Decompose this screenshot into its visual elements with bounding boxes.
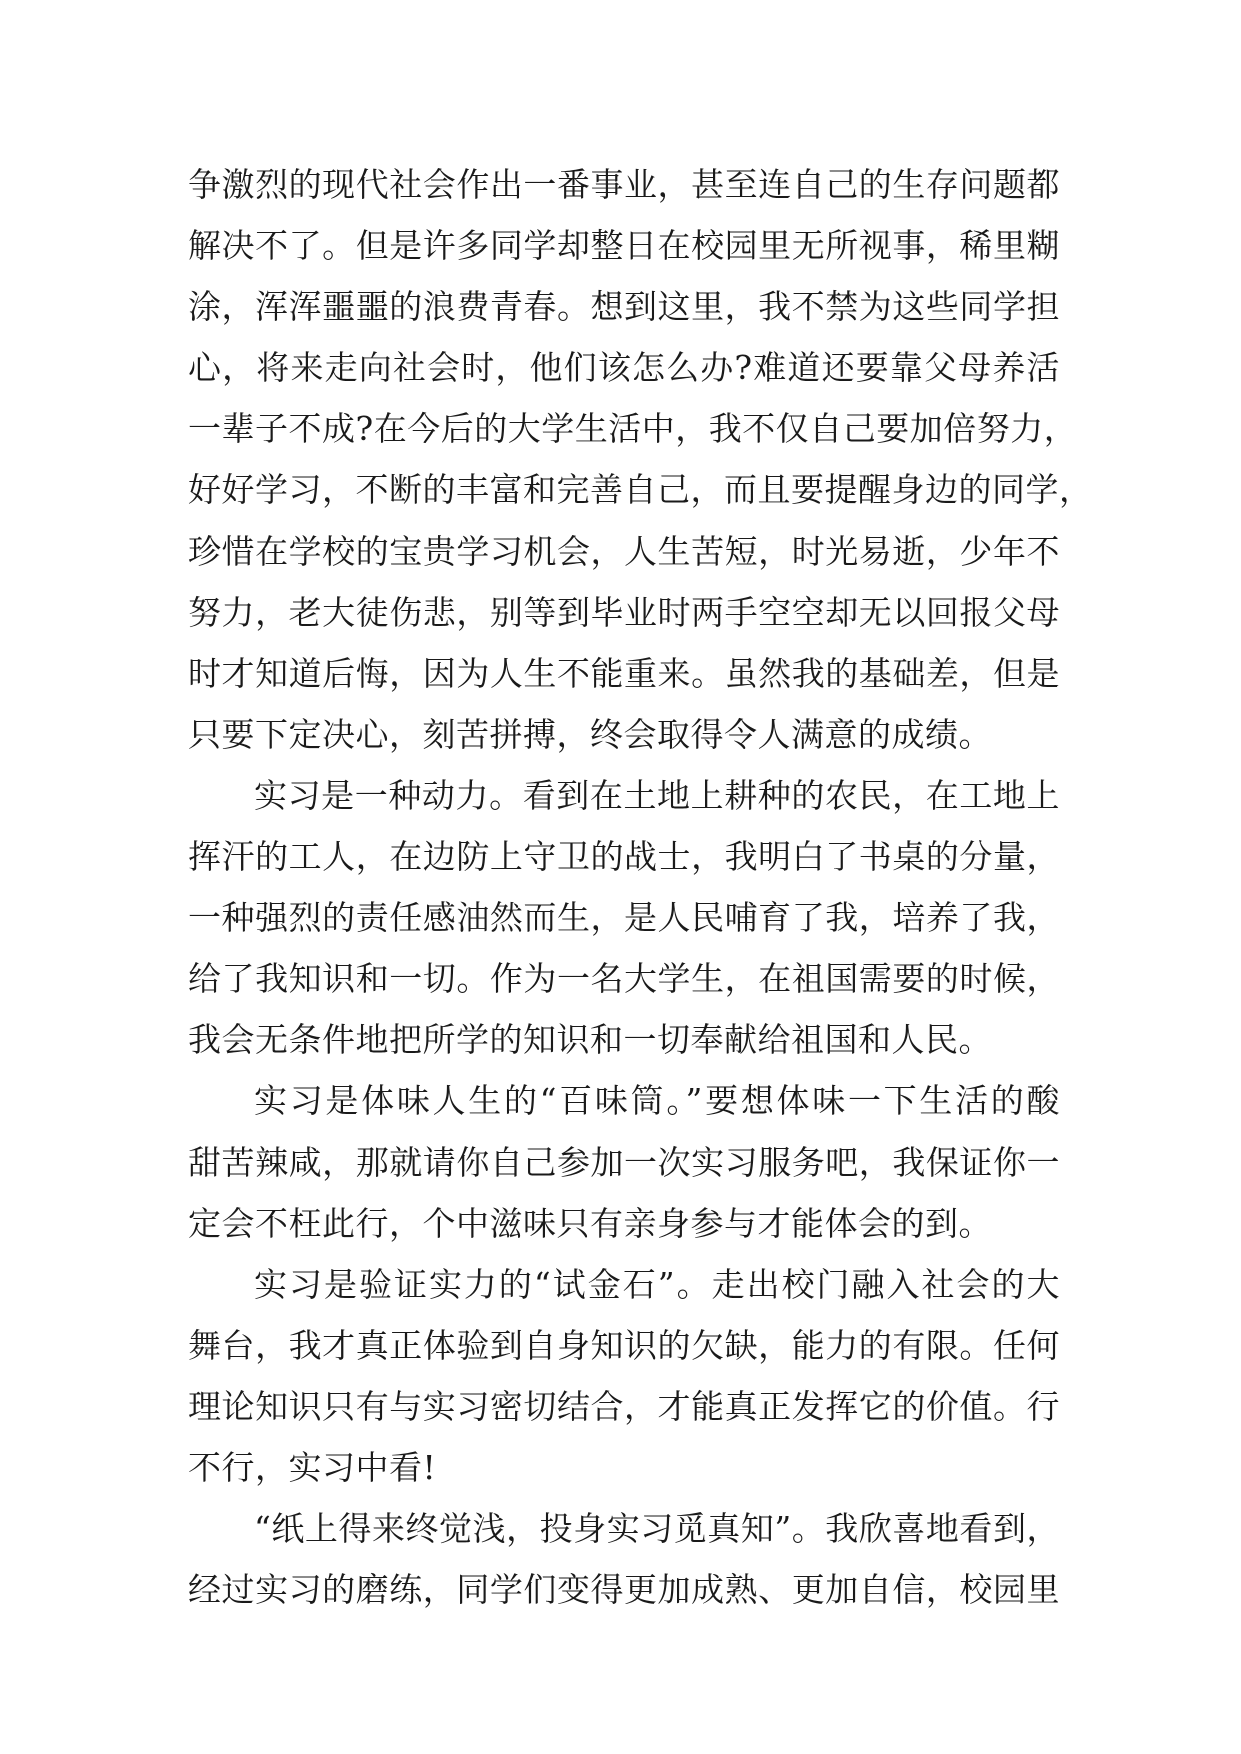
paragraph-first-line: 实习是一种动力。看到在土地上耕种的农民，在工地上 bbox=[254, 775, 1060, 815]
text-line: 解决不了。但是许多同学却整日在校园里无所视事，稀里糊 bbox=[188, 226, 1060, 266]
text-line: 心，将来走向社会时，他们该怎么办?难道还要靠父母养活 bbox=[188, 348, 1060, 388]
text-line: 定会不枉此行，个中滋味只有亲身参与才能体会的到。 bbox=[188, 1203, 992, 1243]
body-text bbox=[188, 154, 1093, 1620]
text-line: 好好学习，不断的丰富和完善自己，而且要提醒身边的同学， bbox=[188, 470, 1093, 510]
paragraph-first-line: 实习是验证实力的“试金石”。走出校门融入社会的大 bbox=[254, 1264, 1060, 1304]
text-line: 涂，浑浑噩噩的浪费青春。想到这里，我不禁为这些同学担 bbox=[188, 287, 1060, 327]
text-line: 经过实习的磨练，同学们变得更加成熟、更加自信，校园里 bbox=[188, 1570, 1060, 1610]
text-line: 甜苦辣咸，那就请你自己参加一次实习服务吧，我保证你一 bbox=[188, 1142, 1060, 1182]
text-line: 一种强烈的责任感油然而生，是人民哺育了我，培养了我， bbox=[188, 898, 1060, 938]
text-line: 珍惜在学校的宝贵学习机会，人生苦短，时光易逝，少年不 bbox=[188, 531, 1060, 571]
text-line: 一辈子不成?在今后的大学生活中，我不仅自己要加倍努力， bbox=[188, 409, 1078, 449]
text-line: 给了我知识和一切。作为一名大学生，在祖国需要的时候， bbox=[188, 959, 1060, 999]
paragraph-first-line: “纸上得来终觉浅，投身实习觅真知”。我欣喜地看到， bbox=[254, 1509, 1060, 1549]
paragraph-first-line: 实习是体味人生的“百味筒。”要想体味一下生活的酸 bbox=[254, 1081, 1060, 1121]
text-line: 挥汗的工人，在边防上守卫的战士，我明白了书桌的分量， bbox=[188, 837, 1060, 877]
text-line: 理论知识只有与实习密切结合，才能真正发挥它的价值。行 bbox=[188, 1386, 1060, 1426]
text-line: 时才知道后悔，因为人生不能重来。虽然我的基础差，但是 bbox=[188, 653, 1060, 693]
text-line: 不行，实习中看! bbox=[188, 1447, 437, 1487]
text-line: 努力，老大徒伤悲，别等到毕业时两手空空却无以回报父母 bbox=[188, 592, 1060, 632]
text-line: 舞台，我才真正体验到自身知识的欠缺，能力的有限。任何 bbox=[188, 1325, 1060, 1365]
text-line: 争激烈的现代社会作出一番事业，甚至连自己的生存问题都 bbox=[188, 165, 1060, 204]
text-line: 我会无条件地把所学的知识和一切奉献给祖国和人民。 bbox=[188, 1020, 992, 1060]
text-line: 只要下定决心，刻苦拼搏，终会取得令人满意的成绩。 bbox=[188, 714, 992, 754]
